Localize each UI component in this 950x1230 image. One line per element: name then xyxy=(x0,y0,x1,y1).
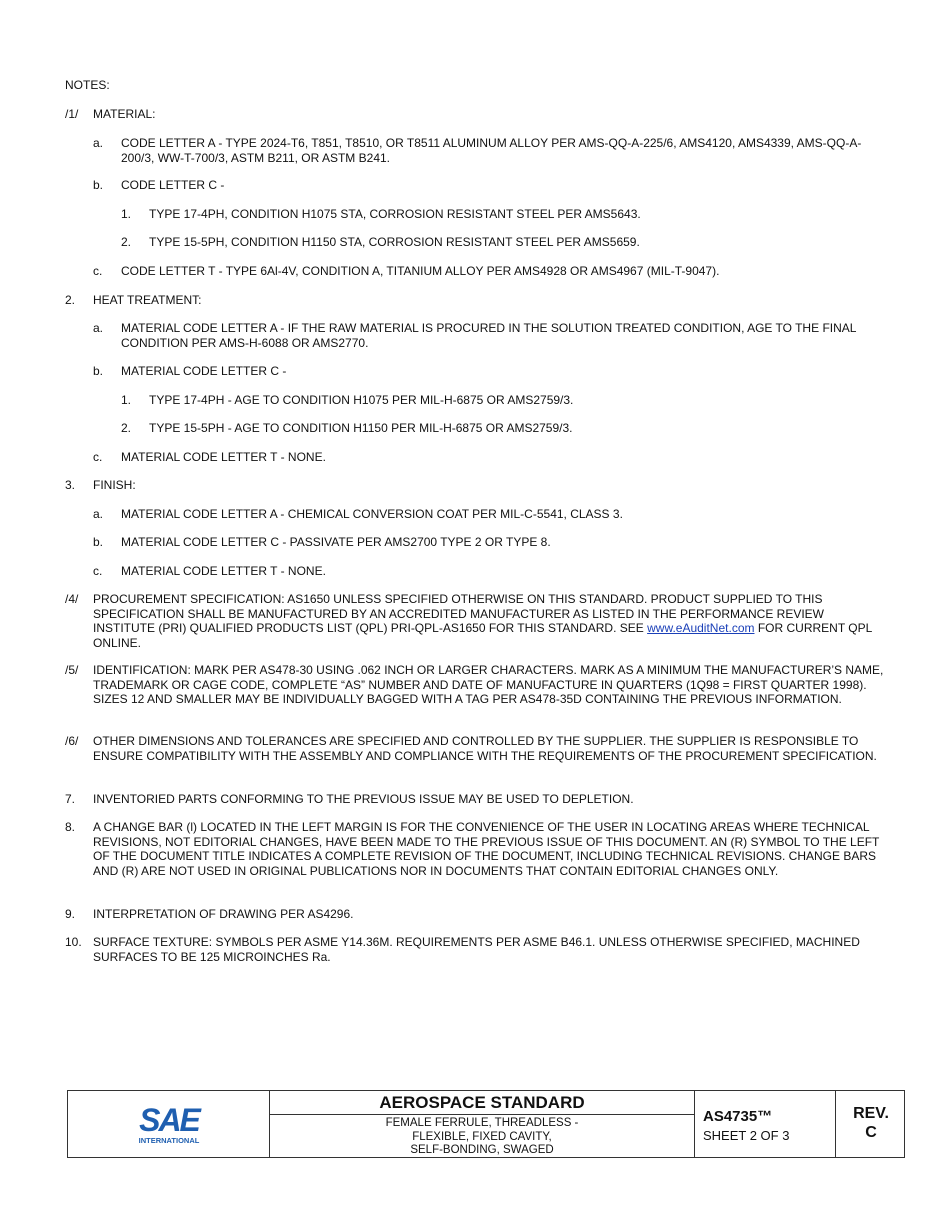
note-item xyxy=(93,136,885,165)
logo-cell xyxy=(68,1091,270,1157)
note-number: c. xyxy=(93,564,103,578)
sae-logo xyxy=(134,1101,204,1147)
note-text-after: FOR CURRENT QPL ONLINE. xyxy=(93,621,872,650)
note-interpretation xyxy=(65,907,885,922)
note-number: /1/ xyxy=(65,107,79,121)
note-item xyxy=(93,535,885,550)
note-number: 3. xyxy=(65,478,76,492)
note-text: MATERIAL CODE LETTER A - IF THE RAW MATERIAL IS PROCURED IN THE SOLUTION TREATED CONDITION, AGE TO THE FINAL CONDITION PER AMS-H-6088 OR AMS2770. xyxy=(121,321,856,350)
part-description-line: FEMALE FERRULE, THREADLESS - xyxy=(385,1117,579,1129)
part-description-line: SELF-BONDING, SWAGED xyxy=(410,1144,554,1156)
revision-cell xyxy=(836,1091,906,1157)
note-number: 1. xyxy=(121,393,132,407)
note-text: IDENTIFICATION: MARK PER AS478-30 USING .062 INCH OR LARGER CHARACTERS. MARK AS A MINIMUM THE MANUFACTURER’S NAME, TRADEMARK OR CAGE CODE, COMPLETE “AS” NUMBER AND DATE OF MANUFACTURE IN QUARTERS (1Q98 = FIRST QUARTER 1998). SIZES 12 AND SMALLER MAY BE INDIVIDUALLY BAGGED WITH A TAG PER AS478-35D CONTAINING THE PREVIOUS INFORMATION. xyxy=(93,663,884,706)
note-number: 10. xyxy=(65,935,82,949)
note-number: 2. xyxy=(121,421,132,435)
part-description-line: FLEXIBLE, FIXED CAVITY, xyxy=(412,1130,552,1143)
note-finish xyxy=(65,478,885,493)
note-subitem xyxy=(121,235,885,250)
note-subitem xyxy=(121,393,885,408)
note-item xyxy=(93,264,885,279)
note-text: CODE LETTER T - TYPE 6Al-4V, CONDITION A, TITANIUM ALLOY PER AMS4928 OR AMS4967 (MIL-T-9047). xyxy=(121,264,720,278)
note-text: MATERIAL CODE LETTER A - CHEMICAL CONVERSION COAT PER MIL-C-5541, CLASS 3. xyxy=(121,507,623,521)
notes-heading: NOTES: xyxy=(65,78,110,92)
note-number: a. xyxy=(93,136,104,150)
document-number: AS4735™ xyxy=(703,1108,773,1125)
note-text xyxy=(93,592,885,650)
note-number: a. xyxy=(93,321,104,335)
note-text: TYPE 17-4PH, CONDITION H1075 STA, CORROSION RESISTANT STEEL PER AMS5643. xyxy=(149,207,641,221)
note-number: a. xyxy=(93,507,104,521)
title-cell xyxy=(270,1091,695,1157)
note-number: 7. xyxy=(65,792,76,806)
note-number: b. xyxy=(93,535,104,549)
revision-label: REV. xyxy=(853,1105,889,1122)
note-text: TYPE 17-4PH - AGE TO CONDITION H1075 PER MIL-H-6875 OR AMS2759/3. xyxy=(149,393,574,407)
note-change-bar xyxy=(65,820,885,878)
note-item xyxy=(93,450,885,465)
note-text: MATERIAL CODE LETTER T - NONE. xyxy=(121,450,326,464)
note-dimensions xyxy=(65,734,885,763)
note-item xyxy=(93,564,885,579)
note-number: /6/ xyxy=(65,734,79,748)
note-inventoried-parts xyxy=(65,792,885,807)
part-description xyxy=(270,1115,694,1158)
sae-logo-text: SAE xyxy=(138,1102,199,1138)
note-text: CODE LETTER C - xyxy=(121,178,225,192)
note-number: /5/ xyxy=(65,663,79,677)
note-material xyxy=(65,107,885,122)
note-text: OTHER DIMENSIONS AND TOLERANCES ARE SPECIFIED AND CONTROLLED BY THE SUPPLIER. THE SUPPLIER IS RESPONSIBLE TO ENSURE COMPATIBILITY WITH THE ASSEMBLY AND COMPLIANCE WITH THE REQUIREMENTS OF THE PROCUREMENT SPECIFICATION. xyxy=(93,734,877,763)
note-text: INTERPRETATION OF DRAWING PER AS4296. xyxy=(93,907,354,921)
note-item xyxy=(93,321,885,350)
note-text: HEAT TREATMENT: xyxy=(93,293,202,307)
note-text: MATERIAL CODE LETTER C - PASSIVATE PER AMS2700 TYPE 2 OR TYPE 8. xyxy=(121,535,551,549)
note-text: FINISH: xyxy=(93,478,136,492)
note-text: MATERIAL: xyxy=(93,107,156,121)
note-text: TYPE 15-5PH - AGE TO CONDITION H1150 PER MIL-H-6875 OR AMS2759/3. xyxy=(149,421,573,435)
sae-logo-subtext: INTERNATIONAL xyxy=(138,1136,199,1145)
note-number: /4/ xyxy=(65,592,79,606)
note-procurement xyxy=(65,592,885,650)
note-number: c. xyxy=(93,450,103,464)
note-number: c. xyxy=(93,264,103,278)
note-number: 2. xyxy=(65,293,76,307)
title-block xyxy=(67,1090,905,1158)
note-number: b. xyxy=(93,364,104,378)
note-text: INVENTORIED PARTS CONFORMING TO THE PREVIOUS ISSUE MAY BE USED TO DEPLETION. xyxy=(93,792,634,806)
standard-title: AEROSPACE STANDARD xyxy=(270,1091,694,1115)
document-number-cell xyxy=(695,1091,836,1157)
note-subitem xyxy=(121,421,885,436)
note-text-before: PROCUREMENT SPECIFICATION: AS1650 UNLESS SPECIFIED OTHERWISE ON THIS STANDARD. PRODUCT SUPPLIED TO THIS SPECIFICATION SHALL BE MANUFACTURED BY AN ACCREDITED MANUFACTURER AS LISTED IN THE PERFORMANCE REVIEW INSTITUTE (PRI) QUALIFIED PRODUCTS LIST (QPL) PRI-QPL-AS1650 FOR THIS STANDARD. SEE xyxy=(93,592,825,635)
note-text: MATERIAL CODE LETTER C - xyxy=(121,364,287,378)
note-item xyxy=(93,507,885,522)
note-item xyxy=(93,364,885,379)
note-item xyxy=(93,178,885,193)
note-identification xyxy=(65,663,885,707)
note-text: CODE LETTER A - TYPE 2024-T6, T851, T8510, OR T8511 ALUMINUM ALLOY PER AMS-QQ-A-225/6, AMS4120, AMS4339, AMS-QQ-A-200/3, WW-T-700/3, ASTM B211, OR ASTM B241. xyxy=(121,136,862,165)
note-number: b. xyxy=(93,178,104,192)
note-text: A CHANGE BAR (l) LOCATED IN THE LEFT MARGIN IS FOR THE CONVENIENCE OF THE USER IN LOCATING AREAS WHERE TECHNICAL REVISIONS, NOT EDITORIAL CHANGES, HAVE BEEN MADE TO THE PREVIOUS ISSUE OF THIS DOCUMENT. AN (R) SYMBOL TO THE LEFT OF THE DOCUMENT TITLE INDICATES A COMPLETE REVISION OF THE DOCUMENT, INCLUDING TECHNICAL REVISIONS. CHANGE BARS AND (R) ARE NOT USED IN ORIGINAL PUBLICATIONS NOR IN DOCUMENTS THAT CONTAIN EDITORIAL CHANGES ONLY. xyxy=(93,820,880,878)
eauditnet-link[interactable]: www.eAuditNet.com xyxy=(647,621,755,635)
note-number: 9. xyxy=(65,907,76,921)
note-text: MATERIAL CODE LETTER T - NONE. xyxy=(121,564,326,578)
note-text: TYPE 15-5PH, CONDITION H1150 STA, CORROSION RESISTANT STEEL PER AMS5659. xyxy=(149,235,640,249)
note-surface-texture xyxy=(65,935,885,964)
revision-value: C xyxy=(865,1124,877,1141)
note-number: 8. xyxy=(65,820,76,834)
note-text: SURFACE TEXTURE: SYMBOLS PER ASME Y14.36M. REQUIREMENTS PER ASME B46.1. UNLESS OTHERWISE SPECIFIED, MACHINED SURFACES TO BE 125 MICROINCHES Ra. xyxy=(93,935,860,964)
note-heat-treatment xyxy=(65,293,885,308)
sheet-number: SHEET 2 OF 3 xyxy=(703,1128,790,1143)
note-subitem xyxy=(121,207,885,222)
note-number: 2. xyxy=(121,235,132,249)
note-number: 1. xyxy=(121,207,132,221)
